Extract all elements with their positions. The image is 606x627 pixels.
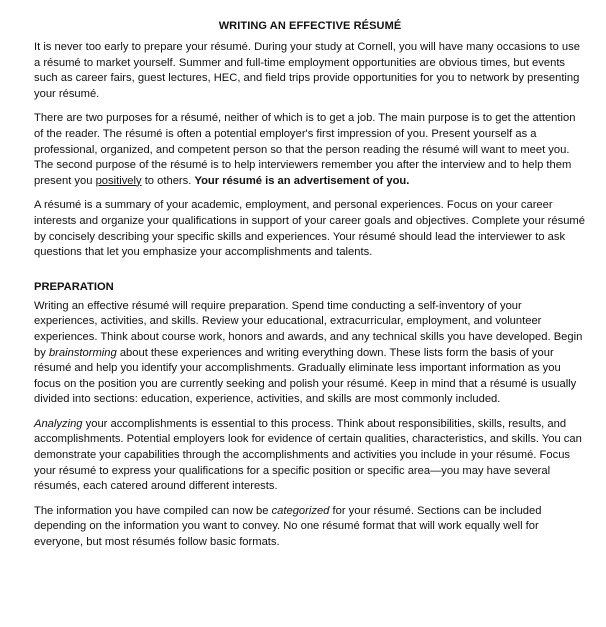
intro-paragraph-2-text-after: to others. — [141, 174, 195, 187]
preparation-paragraph-3 — [34, 504, 586, 551]
intro-paragraph-3: A résumé is a summary of your academic, employment, and personal experiences. Focus on your career interests and organize your qualifications in support of your career goals and objectives. Complete your résumé by concisely describing your specific skills and experiences. Your résumé should lead the interviewer to ask questions that let you emphasize your accomplishments and talents. — [34, 199, 585, 259]
italic-word-brainstorming: brainstorming — [48, 346, 117, 359]
preparation-paragraph-3-text-after: for your résumé. Sections can be included depending on the information you want to convey. No one résumé format that will work equally well for everyone, but most résumés follow basic formats. — [34, 504, 542, 549]
document-title: WRITING AN EFFECTIVE RÉSUMÉ — [218, 20, 402, 32]
section-heading-preparation: PREPARATION — [34, 280, 114, 293]
italic-word-analyzing: Analyzing — [34, 417, 83, 430]
preparation-paragraph-1-text: Writing an effective résumé will require preparation. Spend time conducting a self-inventory of your experiences, activities, and skills. Review your educational, extracurricular, employment, and volunteer experiences. Think about course work, honors and awards, and any technical skills you have developed. Begin by — [34, 299, 583, 359]
bold-statement: Your résumé is an advertisement of you. — [194, 174, 410, 187]
preparation-paragraph-1-text-after: about these experiences and writing everything down. These lists form the basis of your résumé and help you identify your accomplishments. Gradually eliminate less important information as you focus on the position you are currently seeking and polish your résumé. Keep in mind that a résumé is usually divided into sections: education, experience, activities, and skills are most commonly included. — [34, 346, 577, 406]
preparation-paragraph-2 — [34, 417, 586, 495]
intro-paragraph-2 — [34, 111, 586, 189]
intro-paragraph-2-text: There are two purposes for a résumé, neither of which is to get a job. The main purpose is to get the attention of the reader. The résumé is often a potential employer's first impression of you. Present yourself as a professional, organized, and competent person so that the person reading the résumé will want to meet you. The second purpose of the résumé is to help interviewers remember you after the interview and to help them present you — [34, 112, 576, 187]
preparation-paragraph-2-text: your accomplishments is essential to this process. Think about responsibilities, skills, results, and accomplishments. Potential employers look for evidence of certain qualities, characteristics, and skills. You can demonstrate your capabilities through the accomplishments and activities you include in your résumé. Focus your résumé to express your qualifications for a specific position or specific area—you may have several résumés, each catered around different interests. — [34, 417, 582, 493]
underlined-word-positively: positively — [95, 174, 142, 187]
italic-word-categorized: categorized — [271, 504, 330, 517]
intro-paragraph-1: It is never too early to prepare your résumé. During your study at Cornell, you will have many occasions to use a résumé to market yourself. Summer and full-time employment opportunities are obvious times, but events such as career fairs, guest lectures, HEC, and field trips provide opportunities for you to network by presenting your résumé. — [34, 41, 580, 100]
preparation-paragraph-1 — [34, 299, 586, 408]
preparation-paragraph-3-text: The information you have compiled can now be — [34, 504, 272, 517]
